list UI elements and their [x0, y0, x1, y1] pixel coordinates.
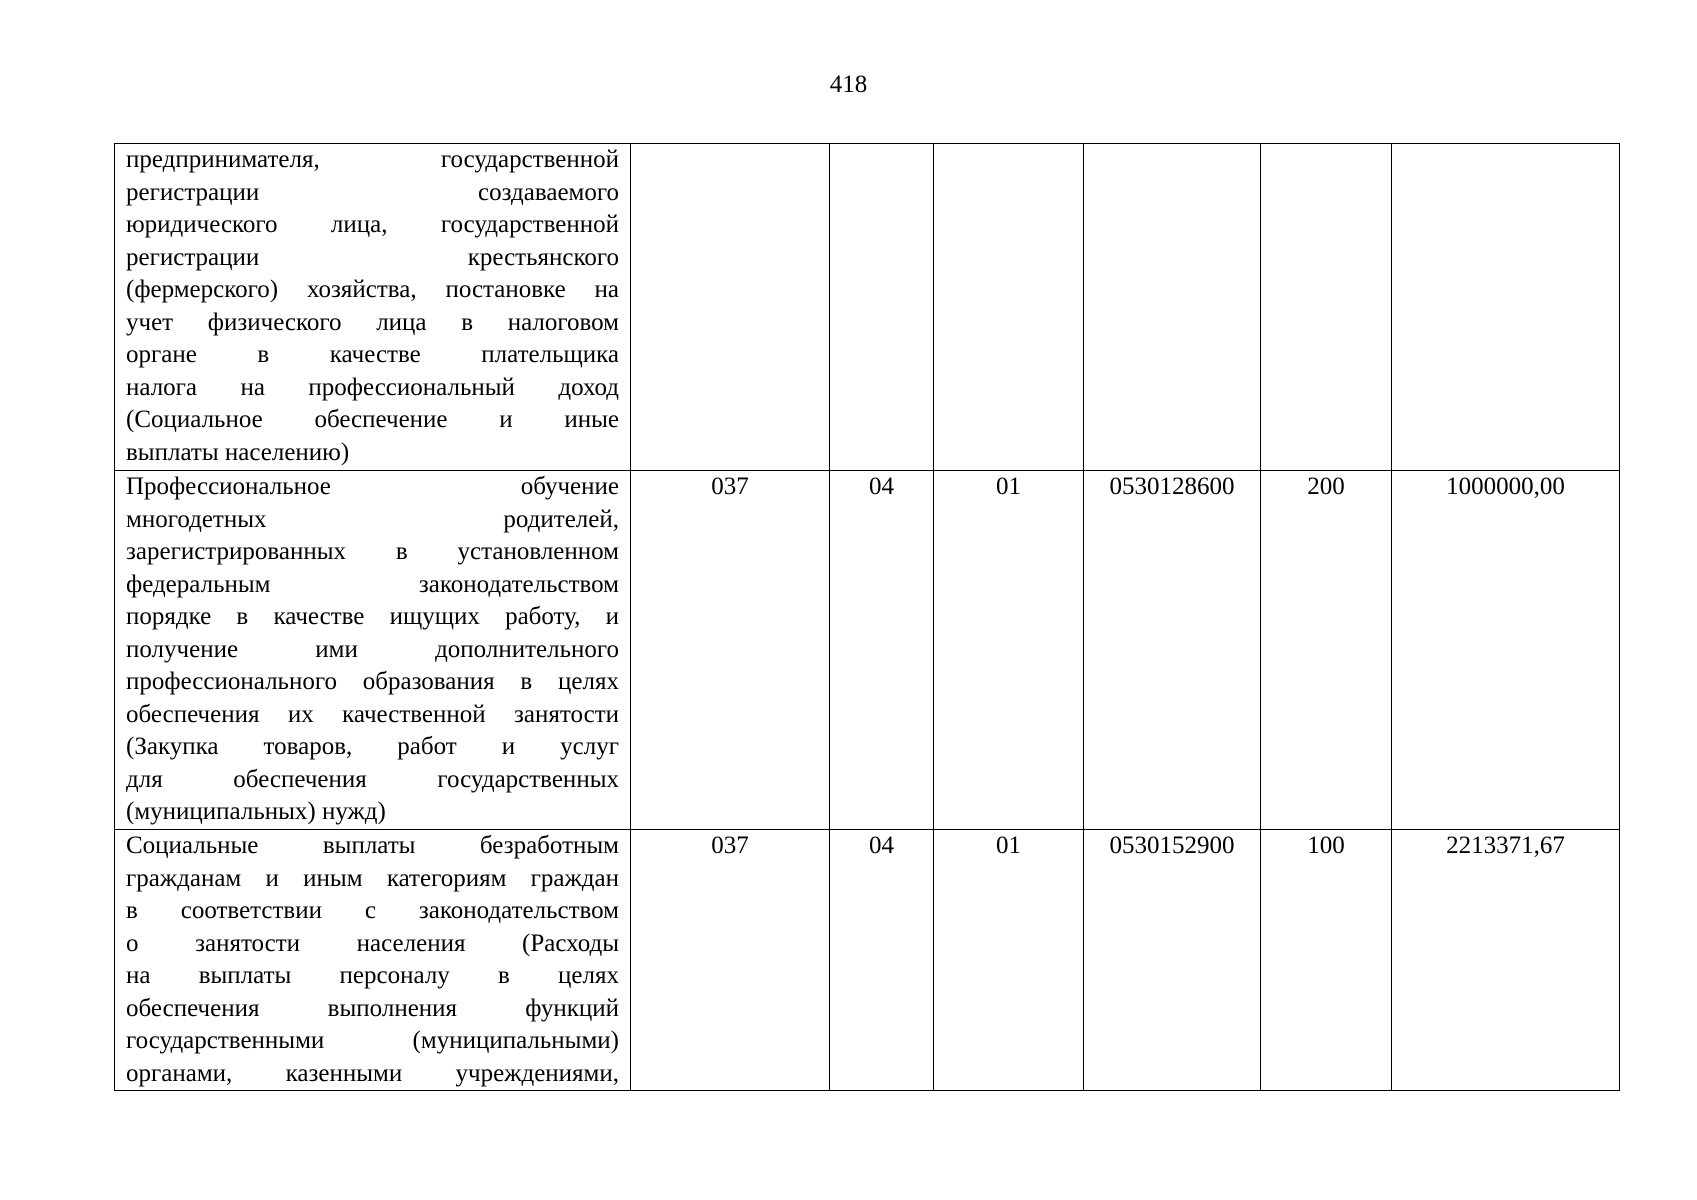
desc-line: обеспечения их качественной занятости — [126, 700, 619, 728]
table-row — [115, 830, 1620, 1091]
table-row — [115, 471, 1620, 830]
subsection-code — [934, 144, 1084, 471]
amount: 1000000,00 — [1392, 471, 1620, 830]
amount — [1392, 144, 1620, 471]
section-code: 04 — [830, 830, 934, 1091]
desc-line: порядке в качестве ищущих работу, и — [126, 603, 619, 630]
amount: 2213371,67 — [1392, 830, 1620, 1091]
ministry-code: 037 — [631, 830, 830, 1091]
row-description — [115, 144, 631, 471]
section-code — [830, 144, 934, 471]
expense-type-code: 200 — [1261, 471, 1392, 830]
subsection-code: 01 — [934, 471, 1084, 830]
desc-line: многодетных родителей, — [126, 505, 619, 533]
ministry-code: 037 — [631, 471, 830, 830]
desc-line: (Закупка товаров, работ и услуг — [126, 733, 619, 760]
desc-line: органе в качестве плательщика — [126, 341, 619, 368]
desc-line: профессионального образования в целях — [126, 668, 619, 695]
desc-line: органами, казенными учреждениями, — [126, 1059, 619, 1087]
desc-line: гражданам и иным категориям граждан — [126, 864, 619, 892]
table-row — [115, 144, 1620, 471]
section-code: 04 — [830, 471, 934, 830]
row-description — [115, 830, 631, 1091]
target-code: 0530128600 — [1084, 471, 1261, 830]
expense-type-code: 100 — [1261, 830, 1392, 1091]
desc-line: налога на профессиональный доход — [126, 373, 619, 401]
desc-line: (фермерского) хозяйства, постановке на — [126, 276, 619, 303]
expense-type-code — [1261, 144, 1392, 471]
desc-last-line: (муниципальных) нужд) — [126, 798, 386, 825]
desc-line: регистрации создаваемого — [126, 178, 619, 206]
desc-line: Социальные выплаты безработным — [126, 832, 619, 859]
desc-line: государственными (муниципальными) — [126, 1027, 619, 1054]
desc-line: учет физического лица в налоговом — [126, 308, 619, 336]
desc-line: Профессиональное обучение — [126, 473, 619, 500]
desc-line: (Социальное обеспечение и иные — [126, 406, 619, 433]
budget-table — [114, 143, 1620, 1091]
desc-line: о занятости населения (Расходы — [126, 929, 619, 957]
target-code — [1084, 144, 1261, 471]
desc-last-line: выплаты населению) — [126, 438, 350, 466]
desc-line: для обеспечения государственных — [126, 765, 619, 793]
subsection-code: 01 — [934, 830, 1084, 1091]
ministry-code — [631, 144, 830, 471]
desc-line: юридического лица, государственной — [126, 211, 619, 238]
desc-line: федеральным законодательством — [126, 570, 619, 598]
target-code: 0530152900 — [1084, 830, 1261, 1091]
desc-line: на выплаты персоналу в целях — [126, 962, 619, 989]
desc-line: обеспечения выполнения функций — [126, 994, 619, 1022]
row-description — [115, 471, 631, 830]
page-number: 418 — [829, 71, 868, 98]
desc-line: регистрации крестьянского — [126, 243, 619, 271]
desc-line: зарегистрированных в установленном — [126, 538, 619, 565]
desc-line: предпринимателя, государственной — [126, 146, 619, 173]
desc-line: в соответствии с законодательством — [126, 897, 619, 924]
desc-line: получение ими дополнительного — [126, 635, 619, 663]
